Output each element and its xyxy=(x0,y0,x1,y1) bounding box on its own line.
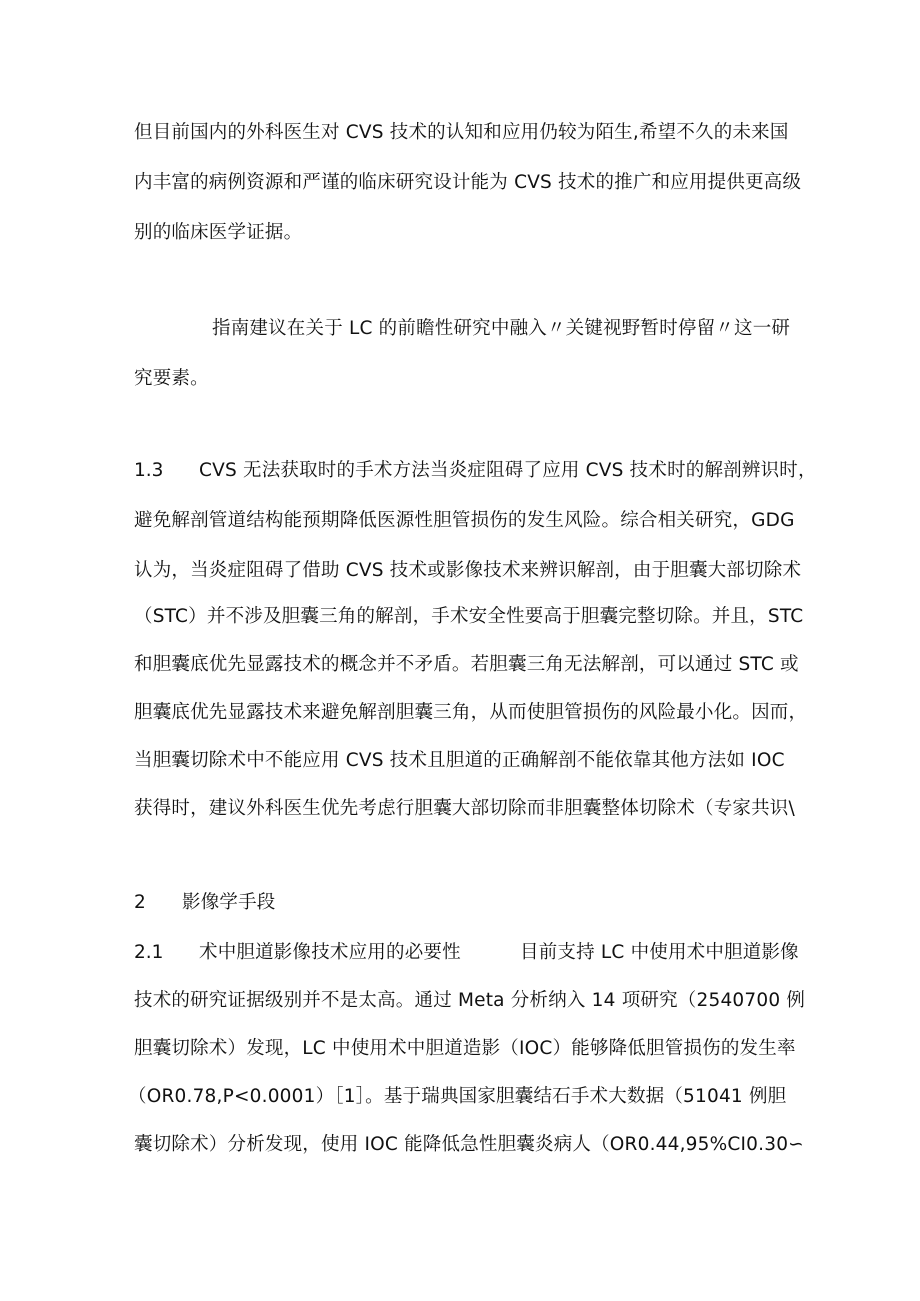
section-1-3-number: 1.3 xyxy=(134,460,164,481)
paragraph-1-line-3: 别的临床医学证据。 xyxy=(134,222,303,243)
paragraph-2-line-2: 究要素。 xyxy=(134,368,209,389)
section-2-title: 影像学手段 xyxy=(182,892,276,913)
section-1-3-line-6: 胆囊底优先显露技术来避免解剖胆囊三角，从而使胆管损伤的风险最小化。因而， xyxy=(134,702,808,723)
section-2-number: 2 xyxy=(134,892,146,913)
section-1-3-line-4: （STC）并不涉及胆囊三角的解剖，手术安全性要高于胆囊完整切除。并且，STC xyxy=(134,606,804,627)
section-2-1-first-line-rest: 目前支持 LC 中使用术中胆道影像 xyxy=(520,942,799,963)
section-2-1-line-4: （OR0.78,P<0.0001）［1］。基于瑞典国家胆囊结石手术大数据（51041 例胆 xyxy=(128,1086,787,1107)
section-1-3-line-3: 认为，当炎症阻碍了借助 CVS 技术或影像技术来辨识解剖，由于胆囊大部切除术 xyxy=(134,560,802,581)
section-2-1-title: 术中胆道影像技术应用的必要性 xyxy=(199,942,461,963)
section-1-3-line-5: 和胆囊底优先显露技术的概念并不矛盾。若胆囊三角无法解剖，可以通过 STC 或 xyxy=(134,654,799,675)
section-2-1-line-2: 技术的研究证据级别并不是太高。通过 Meta 分析纳入 14 项研究（2540700 例 xyxy=(134,990,806,1011)
paragraph-1-line-1: 但目前国内的外科医生对 CVS 技术的认知和应用仍较为陌生,希望不久的未来国 xyxy=(134,122,789,143)
paragraph-2-line-1: 指南建议在关于 LC 的前瞻性研究中融入〃关键视野暂时停留〃这一研 xyxy=(212,318,791,339)
section-1-3-line-7: 当胆囊切除术中不能应用 CVS 技术且胆道的正确解剖不能依靠其他方法如 IOC xyxy=(134,750,785,771)
section-1-3-line-8: 获得时，建议外科医生优先考虑行胆囊大部切除而非胆囊整体切除术（专家共识\ xyxy=(134,798,795,819)
section-1-3-first-line: CVS 无法获取时的手术方法当炎症阻碍了应用 CVS 技术时的解剖辨识时， xyxy=(199,460,817,481)
section-2-1-line-5: 囊切除术）分析发现，使用 IOC 能降低急性胆囊炎病人（OR0.44,95%CI0.30∽ xyxy=(134,1134,804,1155)
section-2-1-number: 2.1 xyxy=(134,942,164,963)
section-2-1-line-3: 胆囊切除术）发现，LC 中使用术中胆道造影（IOC）能够降低胆管损伤的发生率 xyxy=(134,1038,796,1059)
section-1-3-line-2: 避免解剖管道结构能预期降低医源性胆管损伤的发生风险。综合相关研究，GDG xyxy=(134,510,795,531)
paragraph-1-line-2: 内丰富的病例资源和严谨的临床研究设计能为 CVS 技术的推广和应用提供更高级 xyxy=(134,172,802,193)
